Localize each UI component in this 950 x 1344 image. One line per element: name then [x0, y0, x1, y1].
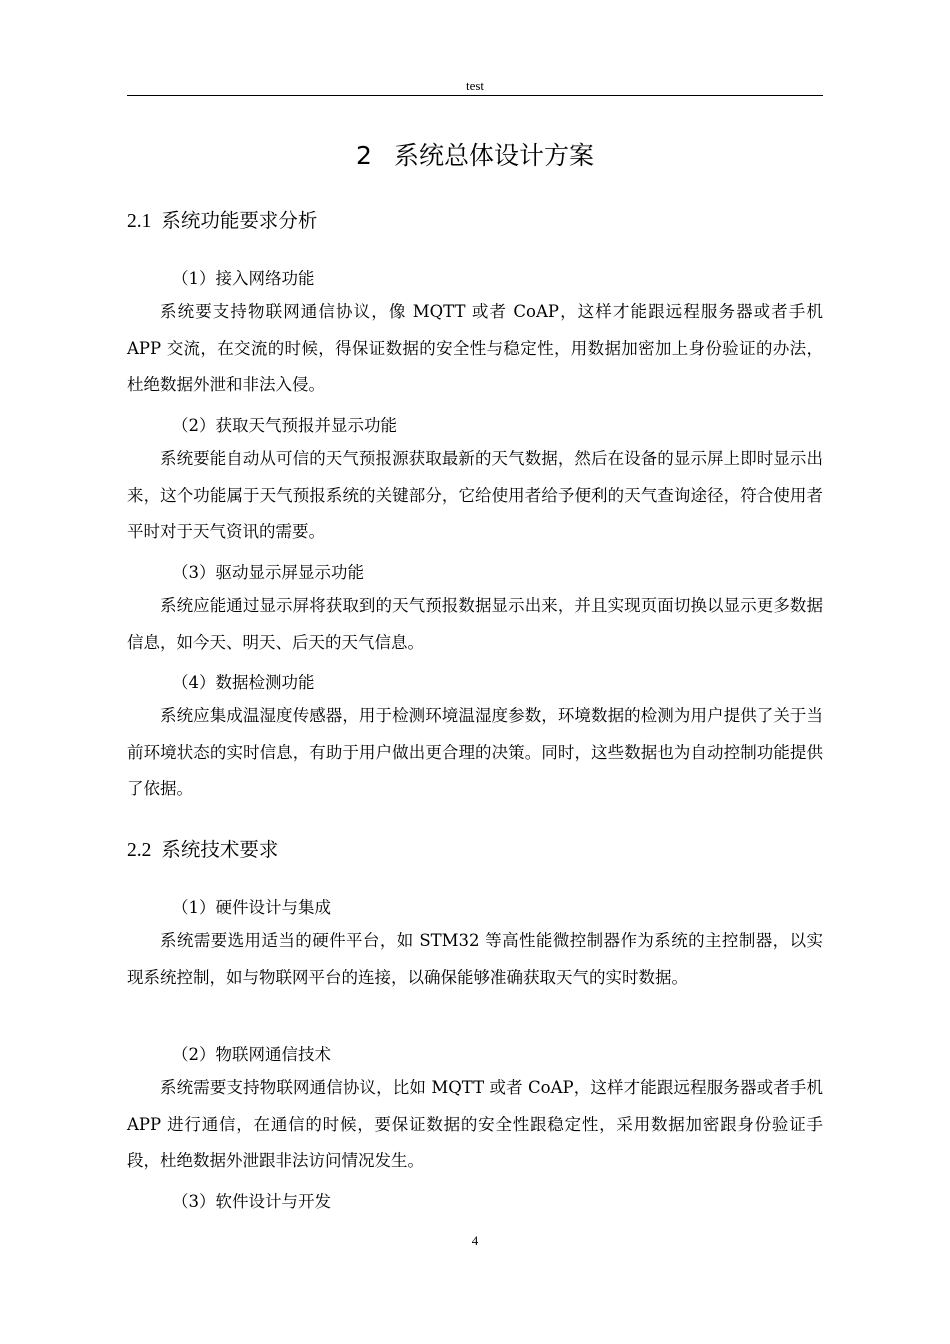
section-heading-2-1	[127, 205, 317, 233]
section-number: 2.2	[127, 840, 152, 861]
subheading: （1）硬件设计与集成	[172, 898, 331, 917]
chapter-title	[0, 136, 950, 172]
header-rule	[127, 95, 823, 96]
paragraph: 系统需要选用适当的硬件平台，如 STM32 等高性能微控制器作为系统的主控制器，以实现系统控制，如与物联网平台的连接，以确保能够准确获取天气的实时数据。	[127, 931, 823, 987]
paragraph: 系统应能通过显示屏将获取到的天气预报数据显示出来，并且实现页面切换以显示更多数据信息，如今天、明天、后天的天气信息。	[127, 596, 823, 652]
subheading: （3）软件设计与开发	[172, 1192, 331, 1211]
chapter-number: 2	[356, 141, 372, 170]
section-heading-2-2	[127, 834, 278, 862]
page-header: test	[465, 78, 485, 93]
chapter-title-text: 系统总体设计方案	[393, 141, 594, 170]
page-number: 4	[471, 1233, 479, 1248]
subheading: （4）数据检测功能	[172, 673, 315, 692]
subheading: （3）驱动显示屏显示功能	[172, 563, 364, 582]
subheading: （2）物联网通信技术	[172, 1045, 331, 1064]
paragraph: 系统需要支持物联网通信协议，比如 MQTT 或者 CoAP，这样才能跟远程服务器或者手机 APP 进行通信，在通信的时候，要保证数据的安全性跟稳定性，采用数据加密跟身份验证手段，杜绝数据外泄跟非法访问情况发生。	[127, 1078, 823, 1170]
section-title: 系统功能要求分析	[161, 209, 318, 232]
section-title: 系统技术要求	[161, 838, 279, 861]
paragraph: 系统应集成温湿度传感器，用于检测环境温湿度参数，环境数据的检测为用户提供了关于当前环境状态的实时信息，有助于用户做出更合理的决策。同时，这些数据也为自动控制功能提供了依据。	[127, 706, 823, 798]
subheading: （2）获取天气预报并显示功能	[172, 416, 397, 435]
subheading: （1）接入网络功能	[172, 269, 315, 288]
paragraph: 系统要能自动从可信的天气预报源获取最新的天气数据，然后在设备的显示屏上即时显示出来，这个功能属于天气预报系统的关键部分，它给使用者给予便利的天气查询途径，符合使用者平时对于天气资讯的需要。	[127, 449, 823, 541]
paragraph: 系统要支持物联网通信协议，像 MQTT 或者 CoAP，这样才能跟远程服务器或者手机 APP 交流，在交流的时候，得保证数据的安全性与稳定性，用数据加密加上身份验证的办法，杜绝数据外泄和非法入侵。	[127, 302, 823, 394]
section-number: 2.1	[127, 211, 152, 232]
